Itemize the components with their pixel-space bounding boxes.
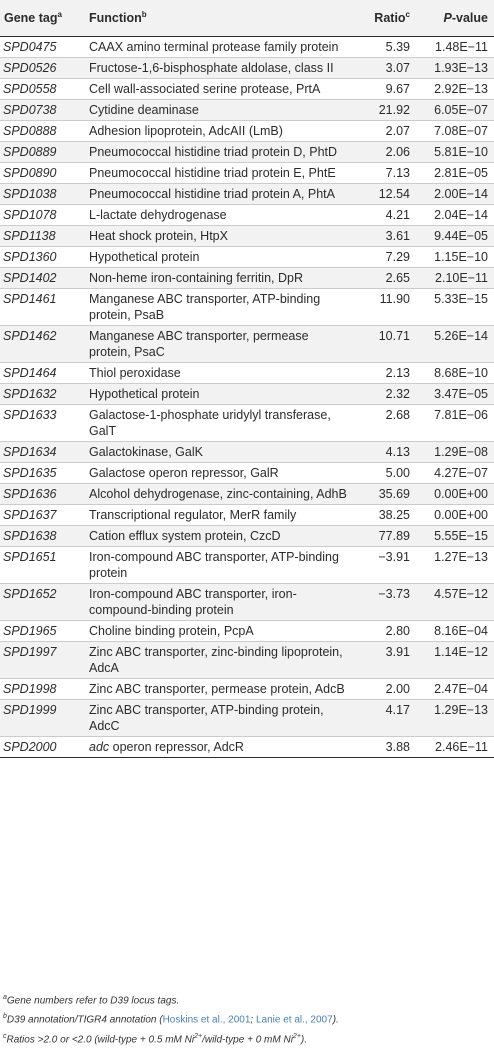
function-cell: [85, 405, 355, 442]
gene-tag-cell: [0, 163, 85, 184]
header-function: [85, 0, 355, 37]
gene-tag: SPD1638: [3, 529, 57, 543]
pvalue-value: 1.15E−10: [434, 250, 488, 264]
table-row: [0, 526, 494, 547]
function-text: Adhesion lipoprotein, AdcAII (LmB): [89, 124, 283, 138]
ratio-value: 2.06: [385, 145, 410, 159]
pvalue-value: 5.81E−10: [434, 145, 488, 159]
header-ratio-label: Ratio: [374, 11, 406, 26]
footnote-c-mark: c: [3, 1032, 7, 1040]
gene-tag-cell: [0, 484, 85, 505]
gene-tag: SPD1998: [3, 682, 57, 696]
gene-tag: SPD1462: [3, 329, 57, 343]
pvalue-cell: [416, 226, 494, 247]
ratio-value: 7.29: [385, 250, 410, 264]
gene-tag: SPD0890: [3, 166, 57, 180]
footnote-b-mark: b: [3, 1013, 7, 1021]
function-text: Hypothetical protein: [89, 250, 200, 264]
ratio-cell: [355, 226, 416, 247]
function-cell: [85, 384, 355, 405]
ratio-value: 77.89: [378, 529, 410, 543]
table-row: [0, 484, 494, 505]
table-row: [0, 100, 494, 121]
gene-tag-cell: [0, 642, 85, 679]
gene-tag-cell: [0, 247, 85, 268]
function-text: operon repressor, AdcR: [109, 740, 244, 754]
gene-tag: SPD1965: [3, 624, 57, 638]
pvalue-cell: [416, 584, 494, 621]
pvalue-cell: [416, 505, 494, 526]
gene-tag-cell: [0, 679, 85, 700]
table-body: [0, 37, 494, 758]
ratio-cell: [355, 679, 416, 700]
gene-tag: SPD1078: [3, 208, 57, 222]
ratio-value: 3.88: [385, 740, 410, 754]
function-text: Manganese ABC transporter, permease protein, PsaC: [89, 329, 309, 359]
table-row: [0, 121, 494, 142]
gene-tag: SPD1637: [3, 508, 57, 522]
function-text: Cytidine deaminase: [89, 103, 199, 117]
function-cell: [85, 463, 355, 484]
pvalue-value: 2.04E−14: [434, 208, 488, 222]
ratio-cell: [355, 505, 416, 526]
pvalue-value: 1.29E−13: [434, 703, 488, 717]
function-text: Transcriptional regulator, MerR family: [89, 508, 297, 522]
footnote-a-mark: a: [3, 994, 7, 1001]
ratio-value: 2.65: [385, 271, 410, 285]
ratio-value: 9.67: [385, 82, 410, 96]
citation-link-hoskins[interactable]: Hoskins et al., 2001: [162, 1014, 251, 1026]
citation-link-lanie[interactable]: Lanie et al., 2007: [255, 1014, 333, 1026]
pvalue-cell: [416, 484, 494, 505]
ratio-value: 7.13: [385, 166, 410, 180]
function-cell: [85, 163, 355, 184]
function-text: Choline binding protein, PcpA: [89, 624, 254, 638]
gene-tag: SPD1633: [3, 408, 57, 422]
ratio-value: 2.68: [385, 408, 410, 422]
gene-tag: SPD0738: [3, 103, 57, 117]
pvalue-cell: [416, 163, 494, 184]
footnote-c-sup-2: 2+: [292, 1032, 301, 1040]
pvalue-value: 3.47E−05: [434, 387, 488, 401]
gene-tag-cell: [0, 505, 85, 526]
function-text: Non-heme iron-containing ferritin, DpR: [89, 271, 303, 285]
gene-tag-cell: [0, 58, 85, 79]
gene-tag: SPD1635: [3, 466, 57, 480]
gene-tag-cell: [0, 205, 85, 226]
gene-tag: SPD1360: [3, 250, 57, 264]
function-text: Fructose-1,6-bisphosphate aldolase, class II: [89, 61, 334, 75]
ratio-value: 4.21: [385, 208, 410, 222]
function-cell: [85, 37, 355, 58]
table-row: [0, 463, 494, 484]
ratio-cell: [355, 526, 416, 547]
pvalue-cell: [416, 79, 494, 100]
pvalue-cell: [416, 405, 494, 442]
gene-tag: SPD1651: [3, 550, 57, 564]
pvalue-value: 1.29E−08: [434, 445, 488, 459]
function-cell: [85, 584, 355, 621]
ratio-value: 2.07: [385, 124, 410, 138]
ratio-value: 11.90: [379, 292, 410, 306]
gene-tag: SPD1997: [3, 645, 57, 659]
gene-tag: SPD1636: [3, 487, 57, 501]
pvalue-value: 8.68E−10: [434, 366, 488, 380]
footnote-mark-c: c: [405, 10, 410, 20]
function-cell: [85, 737, 355, 758]
ratio-cell: [355, 37, 416, 58]
gene-tag: SPD0526: [3, 61, 57, 75]
header-pvalue-rest: -value: [451, 11, 488, 25]
table-row: [0, 37, 494, 58]
ratio-value: 5.39: [385, 40, 410, 54]
gene-tag: SPD1634: [3, 445, 57, 459]
gene-tag-cell: [0, 384, 85, 405]
function-text: Iron-compound ABC transporter, iron-compound-binding protein: [89, 587, 297, 617]
table-row: [0, 405, 494, 442]
pvalue-value: 7.81E−06: [434, 408, 488, 422]
table-row: [0, 442, 494, 463]
pvalue-value: 8.16E−04: [434, 624, 488, 638]
pvalue-cell: [416, 289, 494, 326]
gene-tag: SPD1632: [3, 387, 57, 401]
footnote-a: [3, 990, 491, 1009]
function-text: Thiol peroxidase: [89, 366, 181, 380]
gene-tag-cell: [0, 584, 85, 621]
gene-tag: SPD0475: [3, 40, 57, 54]
header-pvalue-p: P: [443, 11, 452, 25]
pvalue-value: 1.48E−11: [435, 40, 488, 54]
ratio-cell: [355, 463, 416, 484]
table-header: [0, 0, 494, 37]
header-row: [0, 0, 494, 37]
table-row: [0, 247, 494, 268]
function-text: Zinc ABC transporter, ATP-binding protein, AdcC: [89, 703, 324, 733]
ratio-value: −3.73: [378, 587, 410, 601]
pvalue-cell: [416, 463, 494, 484]
table-row: [0, 737, 494, 758]
function-cell: [85, 226, 355, 247]
pvalue-value: 1.14E−12: [434, 645, 488, 659]
ratio-value: 21.92: [378, 103, 410, 117]
pvalue-value: 1.27E−13: [434, 550, 488, 564]
function-cell: [85, 268, 355, 289]
ratio-value: −3.91: [378, 550, 410, 564]
pvalue-value: 7.08E−07: [434, 124, 488, 138]
footnote-b: [3, 1009, 491, 1028]
function-cell: [85, 247, 355, 268]
table-footnotes: [3, 990, 491, 1048]
header-gene-tag: [0, 0, 85, 37]
pvalue-value: 2.47E−04: [434, 682, 488, 696]
ratio-cell: [355, 442, 416, 463]
ratio-cell: [355, 268, 416, 289]
ratio-value: 2.13: [385, 366, 410, 380]
function-cell: [85, 700, 355, 737]
ratio-cell: [355, 405, 416, 442]
ratio-cell: [355, 384, 416, 405]
header-gene-tag-label: Gene tag: [4, 11, 58, 26]
pvalue-cell: [416, 247, 494, 268]
function-cell: [85, 363, 355, 384]
pvalue-value: 2.00E−14: [434, 187, 488, 201]
table-row: [0, 163, 494, 184]
pvalue-value: 4.57E−12: [434, 587, 488, 601]
pvalue-cell: [416, 205, 494, 226]
function-cell: [85, 621, 355, 642]
footnote-c-text-1: Ratios >2.0 or <2.0 (wild-type + 0.5 mM Ni: [6, 1033, 195, 1045]
gene-tag-cell: [0, 142, 85, 163]
table-row: [0, 205, 494, 226]
pvalue-cell: [416, 363, 494, 384]
table-row: [0, 700, 494, 737]
gene-tag: SPD2000: [3, 740, 57, 754]
table-row: [0, 184, 494, 205]
ratio-cell: [355, 584, 416, 621]
gene-tag-cell: [0, 268, 85, 289]
table-row: [0, 79, 494, 100]
table-row: [0, 226, 494, 247]
ratio-cell: [355, 142, 416, 163]
pvalue-cell: [416, 384, 494, 405]
gene-tag-cell: [0, 526, 85, 547]
table-row: [0, 268, 494, 289]
function-cell: [85, 326, 355, 363]
footnote-b-separator: ;: [250, 1014, 256, 1026]
function-cell: [85, 442, 355, 463]
ratio-cell: [355, 289, 416, 326]
gene-tag-cell: [0, 184, 85, 205]
ratio-value: 3.07: [385, 61, 410, 75]
ratio-cell: [355, 700, 416, 737]
footnote-c: [3, 1029, 491, 1048]
ratio-value: 10.71: [378, 329, 410, 343]
pvalue-cell: [416, 642, 494, 679]
gene-tag-cell: [0, 363, 85, 384]
pvalue-cell: [416, 100, 494, 121]
ratio-value: 5.00: [385, 466, 410, 480]
gene-tag-cell: [0, 326, 85, 363]
function-text: Galactose operon repressor, GalR: [89, 466, 279, 480]
gene-tag: SPD1138: [3, 229, 56, 243]
function-text: Pneumococcal histidine triad protein D, PhtD: [89, 145, 338, 159]
pvalue-value: 1.93E−13: [434, 61, 488, 75]
ratio-value: 2.00: [385, 682, 410, 696]
gene-tag: SPD1999: [3, 703, 57, 717]
pvalue-value: 2.92E−13: [434, 82, 488, 96]
ratio-cell: [355, 121, 416, 142]
gene-tag-cell: [0, 463, 85, 484]
function-text: Iron-compound ABC transporter, ATP-binding protein: [89, 550, 339, 580]
footnote-a-text: Gene numbers refer to D39 locus tags.: [6, 995, 180, 1007]
pvalue-value: 6.05E−07: [434, 103, 488, 117]
gene-tag-cell: [0, 621, 85, 642]
pvalue-value: 2.81E−05: [434, 166, 488, 180]
function-cell: [85, 679, 355, 700]
ratio-cell: [355, 547, 416, 584]
ratio-cell: [355, 326, 416, 363]
gene-tag-cell: [0, 79, 85, 100]
function-italic-term: adc: [89, 740, 110, 754]
gene-tag-cell: [0, 737, 85, 758]
function-cell: [85, 142, 355, 163]
ratio-value: 2.80: [385, 624, 410, 638]
gene-tag-cell: [0, 547, 85, 584]
pvalue-value: 4.27E−07: [434, 466, 488, 480]
pvalue-cell: [416, 442, 494, 463]
pvalue-cell: [416, 37, 494, 58]
gene-tag: SPD1402: [3, 271, 57, 285]
function-cell: [85, 289, 355, 326]
function-cell: [85, 205, 355, 226]
pvalue-cell: [416, 621, 494, 642]
ratio-value: 12.54: [378, 187, 410, 201]
gene-tag-cell: [0, 442, 85, 463]
gene-tag-cell: [0, 100, 85, 121]
pvalue-cell: [416, 679, 494, 700]
function-text: Zinc ABC transporter, zinc-binding lipoprotein, AdcA: [89, 645, 343, 675]
function-text: Manganese ABC transporter, ATP-binding protein, PsaB: [89, 292, 321, 322]
table-row: [0, 326, 494, 363]
function-cell: [85, 79, 355, 100]
ratio-value: 35.69: [378, 487, 410, 501]
pvalue-cell: [416, 184, 494, 205]
ratio-value: 2.32: [385, 387, 410, 401]
gene-tag-cell: [0, 289, 85, 326]
table-row: [0, 547, 494, 584]
ratio-cell: [355, 205, 416, 226]
table-row: [0, 505, 494, 526]
function-text: Cell wall-associated serine protease, PrtA: [89, 82, 321, 96]
table-row: [0, 679, 494, 700]
ratio-cell: [355, 184, 416, 205]
gene-tag-cell: [0, 226, 85, 247]
ratio-value: 38.25: [378, 508, 410, 522]
function-text: Galactose-1-phosphate uridylyl transferase, GalT: [89, 408, 331, 438]
footnote-c-text-2: /wild-type + 0 mM Ni: [202, 1033, 293, 1045]
gene-tag: SPD0558: [3, 82, 57, 96]
function-text: Pneumococcal histidine triad protein A, PhtA: [89, 187, 335, 201]
function-text: Zinc ABC transporter, permease protein, AdcB: [89, 682, 345, 696]
pvalue-cell: [416, 268, 494, 289]
ratio-cell: [355, 247, 416, 268]
footnote-mark-a: a: [57, 10, 62, 20]
gene-tag: SPD1461: [3, 292, 57, 306]
footnote-mark-b: b: [141, 10, 147, 20]
function-cell: [85, 184, 355, 205]
header-ratio: [355, 0, 416, 37]
table-row: [0, 289, 494, 326]
pvalue-value: 5.55E−15: [434, 529, 488, 543]
pvalue-value: 0.00E+00: [434, 508, 488, 522]
pvalue-value: 0.00E+00: [434, 487, 488, 501]
pvalue-cell: [416, 142, 494, 163]
table-row: [0, 142, 494, 163]
gene-tag-cell: [0, 700, 85, 737]
pvalue-value: 5.26E−14: [434, 329, 488, 343]
function-text: Hypothetical protein: [89, 387, 200, 401]
pvalue-value: 2.10E−11: [435, 271, 488, 285]
function-cell: [85, 642, 355, 679]
pvalue-cell: [416, 547, 494, 584]
ratio-value: 4.17: [385, 703, 410, 717]
pvalue-value: 5.33E−15: [434, 292, 488, 306]
ratio-cell: [355, 484, 416, 505]
ratio-value: 3.61: [385, 229, 410, 243]
ratio-cell: [355, 737, 416, 758]
gene-tag: SPD1464: [3, 366, 57, 380]
pvalue-cell: [416, 58, 494, 79]
function-text: Cation efflux system protein, CzcD: [89, 529, 281, 543]
footnote-b-text: D39 annotation/TIGR4 annotation (: [6, 1014, 163, 1026]
function-text: Alcohol dehydrogenase, zinc-containing, AdhB: [89, 487, 347, 501]
header-pvalue: [416, 0, 494, 37]
pvalue-cell: [416, 700, 494, 737]
ratio-value: 4.13: [385, 445, 410, 459]
function-cell: [85, 547, 355, 584]
pvalue-cell: [416, 121, 494, 142]
ratio-value: 3.91: [385, 645, 410, 659]
function-cell: [85, 484, 355, 505]
function-cell: [85, 526, 355, 547]
function-cell: [85, 100, 355, 121]
table-row: [0, 642, 494, 679]
footnote-b-end: ).: [332, 1014, 339, 1026]
function-text: CAAX amino terminal protease family protein: [89, 40, 339, 54]
gene-tag-cell: [0, 405, 85, 442]
function-text: Heat shock protein, HtpX: [89, 229, 228, 243]
footnote-c-text-3: ).: [300, 1033, 308, 1045]
function-text: L-lactate dehydrogenase: [89, 208, 227, 222]
function-cell: [85, 58, 355, 79]
ratio-cell: [355, 79, 416, 100]
pvalue-cell: [416, 526, 494, 547]
function-text: Pneumococcal histidine triad protein E, PhtE: [89, 166, 336, 180]
table-row: [0, 384, 494, 405]
header-function-label: Function: [89, 11, 142, 26]
gene-tag: SPD0889: [3, 145, 57, 159]
ratio-cell: [355, 642, 416, 679]
ratio-cell: [355, 58, 416, 79]
pvalue-value: 2.46E−11: [435, 740, 488, 754]
gene-tag-cell: [0, 37, 85, 58]
table-row: [0, 363, 494, 384]
gene-tag: SPD1652: [3, 587, 57, 601]
function-cell: [85, 505, 355, 526]
footnote-c-sup-1: 2+: [194, 1032, 203, 1040]
table-row: [0, 621, 494, 642]
ratio-cell: [355, 163, 416, 184]
pvalue-cell: [416, 737, 494, 758]
function-cell: [85, 121, 355, 142]
ratio-cell: [355, 100, 416, 121]
gene-tag: SPD0888: [3, 124, 57, 138]
gene-tag-cell: [0, 121, 85, 142]
function-text: Galactokinase, GalK: [89, 445, 203, 459]
pvalue-value: 9.44E−05: [434, 229, 488, 243]
table-row: [0, 584, 494, 621]
ratio-cell: [355, 363, 416, 384]
table-row: [0, 58, 494, 79]
pvalue-cell: [416, 326, 494, 363]
ratio-cell: [355, 621, 416, 642]
gene-tag: SPD1038: [3, 187, 57, 201]
